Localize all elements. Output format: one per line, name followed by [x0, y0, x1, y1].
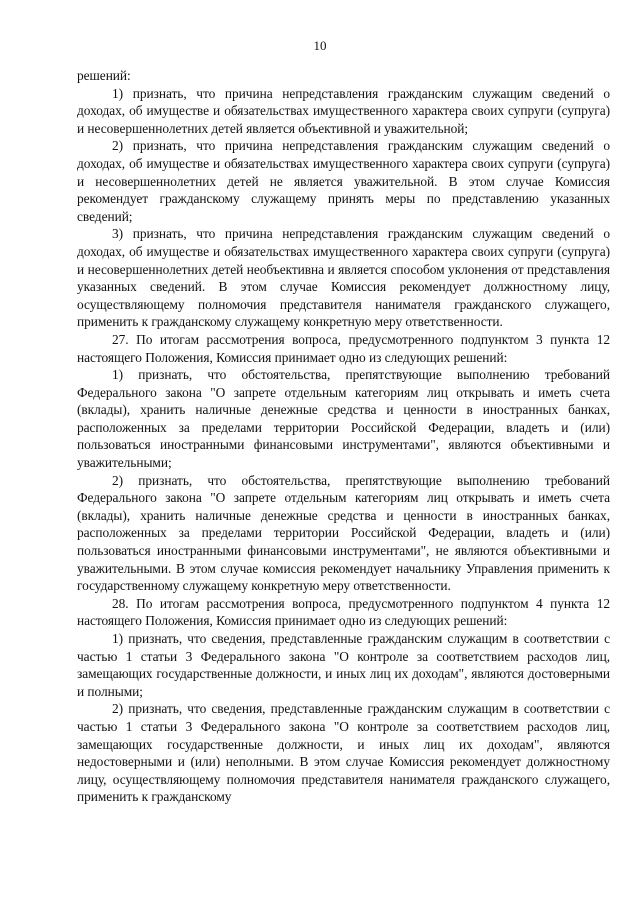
- paragraph-28-item-2: 2) признать, что сведения, представленные гражданским служащим в соответствии с частью 1 статьи 3 Федерального закона "О контроле за соответствием расходов лиц, замещающих государственные должности, и иных лиц их доходам", являются недостоверными и (или) неполными. В этом случае Комиссия рекомендует должностному лицу, осуществляющему полномочия представителя нанимателя гражданского служащего, применить к гражданскому: [77, 701, 610, 805]
- paragraph-26-item-3: 3) признать, что причина непредставления гражданским служащим сведений о доходах, об имуществе и обязательствах имущественного характера своих супруги (супруга) и несовершеннолетних детей необъективна и является способом уклонения от представления указанных сведений. В этом случае Комиссия рекомендует должностному лицу, осуществляющему полномочия представителя нанимателя гражданского служащего, применить к гражданскому служащему конкретную меру ответственности.: [77, 226, 610, 330]
- paragraph-28: 28. По итогам рассмотрения вопроса, предусмотренного подпунктом 4 пункта 12 настоящего Положения, Комиссия принимает одно из следующих решений:: [77, 595, 610, 629]
- document-body: [77, 67, 610, 806]
- paragraph-continuation: решений:: [77, 68, 131, 83]
- paragraph-26-item-2: 2) признать, что причина непредставления гражданским служащим сведений о доходах, об имуществе и обязательствах имущественного характера своих супруги (супруга) и несовершеннолетних детей не является уважительной. В этом случае Комиссия рекомендует гражданскому служащему принять меры по представлению указанных сведений;: [77, 138, 610, 224]
- paragraph-27-item-2: 2) признать, что обстоятельства, препятствующие выполнению требований Федерального закона "О запрете отдельным категориям лиц открывать и иметь счета (вклады), хранить наличные денежные средства и ценности в иностранных банках, расположенных за пределами территории Российской Федерации, владеть и (или) пользоваться иностранными финансовыми инструментами", не являются объективными и уважительными. В этом случае комиссия рекомендует начальнику Управления применить к государственному служащему конкретную меру ответственности.: [77, 472, 610, 594]
- paragraph-26-item-1: 1) признать, что причина непредставления гражданским служащим сведений о доходах, об имуществе и обязательствах имущественного характера своих супруги (супруга) и несовершеннолетних детей является объективной и уважительной;: [77, 85, 610, 136]
- paragraph-27: 27. По итогам рассмотрения вопроса, предусмотренного подпунктом 3 пункта 12 настоящего Положения, Комиссия принимает одно из следующих решений:: [77, 331, 610, 365]
- paragraph-27-item-1: 1) признать, что обстоятельства, препятствующие выполнению требований Федерального закона "О запрете отдельным категориям лиц открывать и иметь счета (вклады), хранить наличные денежные средства и ценности в иностранных банках, расположенных за пределами территории Российской Федерации, владеть и (или) пользоваться иностранными финансовыми инструментами", являются объективными и уважительными;: [77, 367, 610, 471]
- page-number: 10: [313, 38, 327, 53]
- paragraph-28-item-1: 1) признать, что сведения, представленные гражданским служащим в соответствии с частью 1 статьи 3 Федерального закона "О контроле за соответствием расходов лиц, замещающих государственные должности, и иных лиц их доходам", являются достоверными и полными;: [77, 631, 610, 699]
